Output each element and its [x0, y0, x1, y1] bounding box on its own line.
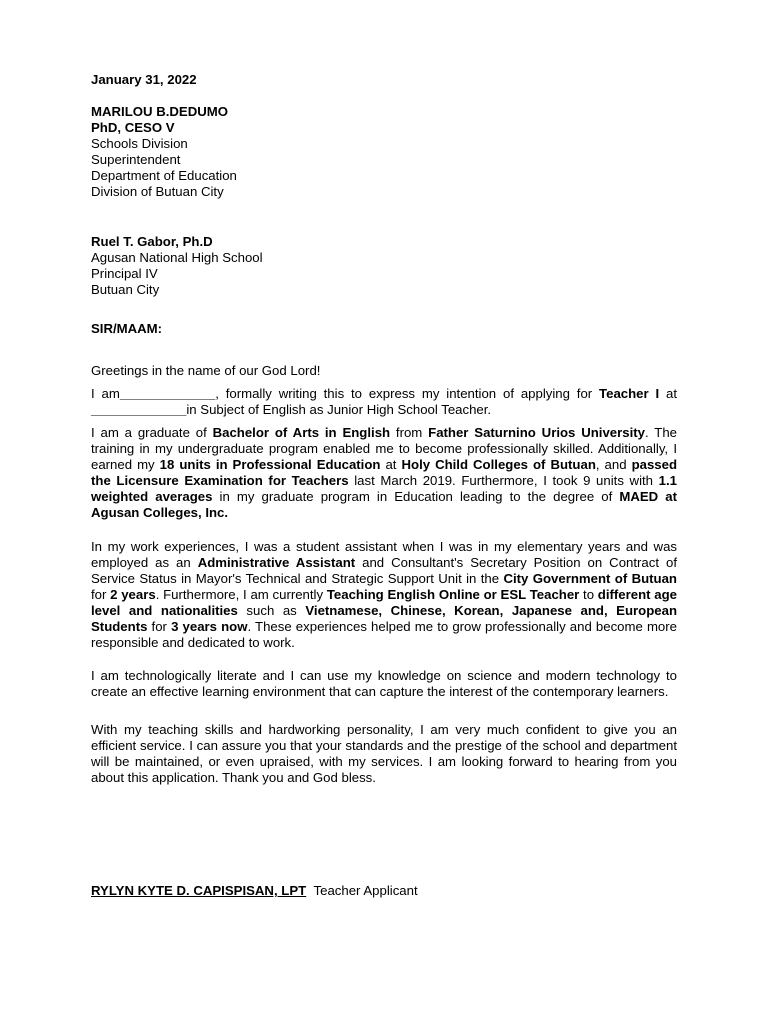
p3-text: for — [91, 587, 111, 602]
letter-date — [91, 72, 677, 88]
paragraph-application — [91, 386, 677, 418]
recipient1-line: Division of Butuan City — [91, 184, 224, 199]
p2-text: , and — [595, 457, 632, 472]
p2-bold: 1.1 weighted averages — [91, 473, 677, 504]
p2-text: at — [380, 457, 402, 472]
signature-block — [91, 883, 677, 899]
p3-text: such as — [237, 603, 306, 618]
recipient1-block — [91, 104, 677, 200]
p1-text: in Subject of English as Junior High School Teacher. — [186, 402, 492, 417]
p3-bold: Administrative Assistant — [197, 555, 356, 570]
salutation — [91, 321, 677, 337]
greeting — [91, 363, 677, 379]
recipient1-line: Superintendent — [91, 152, 181, 167]
p2-text: last March 2019. Furthermore, I took 9 units with — [348, 473, 659, 488]
p1-text: I am — [91, 386, 120, 401]
recipient1-line: Schools Division — [91, 136, 188, 151]
greeting-text: Greetings in the name of our God Lord! — [91, 363, 321, 378]
recipient2-line: Principal IV — [91, 266, 158, 281]
p3-text: and Consultant's Secretary Position on Contract of Service Status in Mayor's Technical and Strategic Support Unit in the — [91, 555, 677, 586]
p3-bold: different age level and nationalities — [91, 587, 677, 618]
signature-name: RYLYN KYTE D. CAPISPISAN, LPT — [91, 883, 307, 898]
p2-text: in my graduate program in Education leading to the degree of — [212, 489, 620, 504]
p3-bold: 3 years now — [171, 619, 248, 634]
p3-bold: 2 years — [110, 587, 156, 602]
school-name-blank: _____________ — [91, 402, 187, 417]
p1-bold: Teacher I — [599, 386, 660, 401]
p2-bold: Holy Child Colleges of Butuan — [401, 457, 596, 472]
recipient2-name: Ruel T. Gabor, Ph.D — [91, 234, 213, 249]
date-text: January 31, 2022 — [91, 72, 197, 87]
p2-text: from — [390, 425, 429, 440]
recipient1-line: Department of Education — [91, 168, 237, 183]
p3-bold: City Government of Butuan — [503, 571, 677, 586]
paragraph-closing — [91, 722, 677, 786]
p1-text: at — [659, 386, 677, 401]
p3-text: In my work experiences, I was a student assistant when I was in my elementary years and was employed as an — [91, 539, 677, 570]
p2-bold: passed the Licensure Examination for Teachers — [91, 457, 678, 488]
signature-title: Teacher Applicant — [313, 883, 418, 898]
recipient1-credentials: PhD, CESO V — [91, 120, 175, 135]
p3-text: . Furthermore, I am currently — [155, 587, 327, 602]
p2-text: I am a graduate of — [91, 425, 213, 440]
recipient2-line: Butuan City — [91, 282, 160, 297]
p2-bold: MAED at Agusan Colleges, Inc. — [91, 489, 678, 520]
p2-bold: Father Saturnino Urios University — [428, 425, 645, 440]
paragraph-technology — [91, 668, 677, 700]
paragraph-experience — [91, 539, 677, 651]
p3-bold: Teaching English Online or ESL Teacher — [326, 587, 580, 602]
p3-bold: Vietnamese, Chinese, Korean, Japanese and, European Students — [91, 603, 678, 634]
salutation-text: SIR/MAAM: — [91, 321, 163, 336]
recipient2-line: Agusan National High School — [91, 250, 263, 265]
paragraph-education — [91, 425, 677, 521]
p2-text: . The training in my undergraduate program enabled me to become professionally skilled. Additionally, I earned my — [91, 425, 677, 472]
p3-text: to — [579, 587, 598, 602]
p4-text: I am technologically literate and I can use my knowledge on science and modern technology to create an effective learning environment that can capture the interest of the contemporary learners. — [91, 668, 677, 699]
p2-bold: 18 units in Professional Education — [159, 457, 381, 472]
p5-text: With my teaching skills and hardworking personality, I am very much confident to give you an efficient service. I can assure you that your standards and the prestige of the school and department will be maintained, or even upraised, with my services. I am looking forward to hearing from you about this application. Thank you and God bless. — [91, 722, 677, 785]
p2-bold: Bachelor of Arts in English — [212, 425, 391, 440]
recipient1-name: MARILOU B.DEDUMO — [91, 104, 228, 119]
applicant-name-blank: _____________ — [119, 386, 216, 401]
recipient2-block — [91, 234, 677, 298]
p3-text: for — [147, 619, 172, 634]
p1-text: , formally writing this to express my intention of applying for — [215, 386, 600, 401]
p3-text: . These experiences helped me to grow professionally and become more responsible and dedicated to work. — [91, 619, 677, 650]
